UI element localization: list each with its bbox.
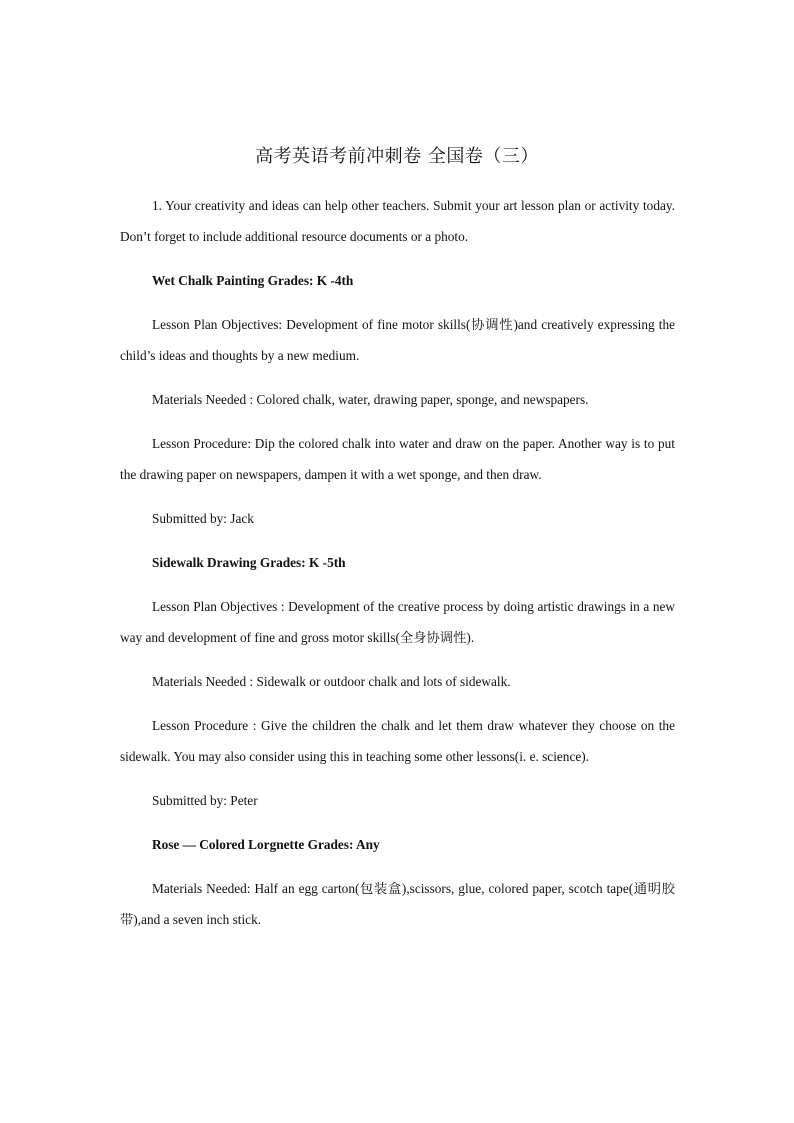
lesson-sidewalk-drawing — [120, 547, 675, 816]
lesson-heading: Sidewalk Drawing Grades: K -5th — [152, 555, 346, 570]
lesson-submitted-by: Submitted by: Jack — [152, 511, 254, 526]
lesson-heading: Rose — Colored Lorgnette Grades: Any — [152, 837, 380, 852]
lesson-materials: Materials Needed: Half an egg carton(包装盒),scissors, glue, colored paper, scotch tape(通明胶带),and a seven inch stick. — [120, 881, 675, 927]
lesson-materials: Materials Needed : Colored chalk, water, drawing paper, sponge, and newspapers. — [152, 392, 589, 407]
lesson-objectives: Lesson Plan Objectives: Development of fine motor skills(协调性)and creatively expressing the child’s ideas and thoughts by a new medium. — [120, 317, 675, 363]
lesson-rose-colored-lorgnette — [120, 829, 675, 935]
lesson-procedure: Lesson Procedure: Dip the colored chalk into water and draw on the paper. Another way is to put the drawing paper on newspapers, dampen it with a wet sponge, and then draw. — [120, 436, 675, 482]
lesson-heading: Wet Chalk Painting Grades: K -4th — [152, 273, 354, 288]
document-title: 高考英语考前冲刺卷 全国卷（三） — [255, 146, 539, 167]
lesson-objectives: Lesson Plan Objectives : Development of the creative process by doing artistic drawings in a new way and development of fine and gross motor skills(全身协调性). — [120, 599, 675, 645]
document-body — [120, 190, 675, 948]
lesson-procedure: Lesson Procedure : Give the children the chalk and let them draw whatever they choose on the sidewalk. You may also consider using this in teaching some other lessons(i. e. science). — [120, 718, 675, 764]
lesson-wet-chalk-painting — [120, 265, 675, 534]
lesson-submitted-by: Submitted by: Peter — [152, 793, 258, 808]
intro-paragraph: 1. Your creativity and ideas can help other teachers. Submit your art lesson plan or activity today. Don’t forget to include additional resource documents or a photo. — [120, 198, 675, 244]
lesson-materials: Materials Needed : Sidewalk or outdoor chalk and lots of sidewalk. — [152, 674, 511, 689]
